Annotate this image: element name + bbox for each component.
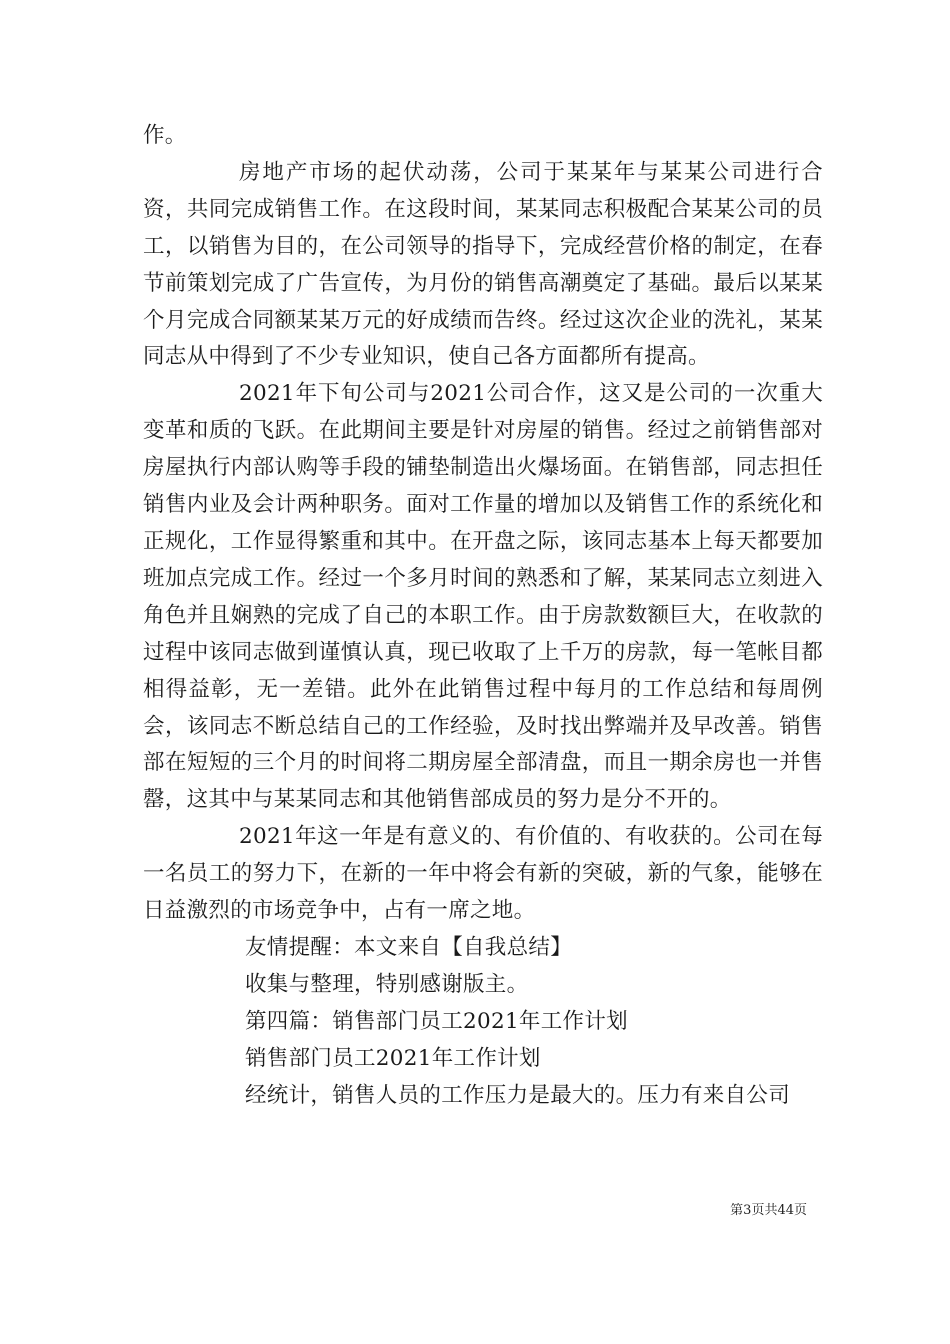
paragraph-year-summary: 2021年这一年是有意义的、有价值的、有收获的。公司在每一名员工的努力下，在新的一年中将会有新的突破，新的气象，能够在日益激烈的市场竞争中，占有一席之地。 xyxy=(143,824,823,924)
paragraph-pressure-start: 经统计，销售人员的工作压力是最大的。压力有来自公司 xyxy=(245,1082,791,1108)
paragraph-joint-venture: 房地产市场的起伏动荡，公司于某某年与某某公司进行合资，共同完成销售工作。在这段时间，某某同志积极配合某某公司的员工，以销售为目的，在公司领导的指导下，完成经营价格的制定，在春节前策划完成了广告宣传，为月份的销售高潮奠定了基础。最后以某某个月完成合同额某某万元的好成绩而告终。经过这次企业的洗礼，某某同志从中得到了不少专业知识，使自己各方面都所有提高。 xyxy=(143,159,823,370)
section-heading: 第四篇：销售部门员工2021年工作计划 xyxy=(245,1008,628,1034)
page-number: 第3页共44页 xyxy=(730,1203,807,1218)
section-subtitle: 销售部门员工2021年工作计划 xyxy=(245,1045,541,1071)
source-reminder: 友情提醒：本文来自【自我总结】 xyxy=(245,934,573,960)
paragraph-cooperation: 2021年下旬公司与2021公司合作，这又是公司的一次重大变革和质的飞跃。在此期间主要是针对房屋的销售。经过之前销售部对房屋执行内部认购等手段的铺垫制造出火爆场面。在销售部，同志担任销售内业及会计两种职务。面对工作量的增加以及销售工作的系统化和正规化，工作显得繁重和其中。在开盘之际，该同志基本上每天都要加班加点完成工作。经过一个多月时间的熟悉和了解，某某同志立刻进入角色并且娴熟的完成了自己的本职工作。由于房款数额巨大，在收款的过程中该同志做到谨慎认真，现已收取了上千万的房款，每一笔帐目都相得益彰，无一差错。此外在此销售过程中每月的工作总结和每周例会，该同志不断总结自己的工作经验，及时找出弊端并及早改善。销售部在短短的三个月的时间将二期房屋全部清盘，而且一期余房也一并售罄，这其中与某某同志和其他销售部成员的努力是分不开的。 xyxy=(143,381,823,813)
document-body xyxy=(143,118,823,1114)
paragraph-continuation: 作。 xyxy=(143,123,187,148)
thanks-line: 收集与整理，特别感谢版主。 xyxy=(245,971,529,997)
